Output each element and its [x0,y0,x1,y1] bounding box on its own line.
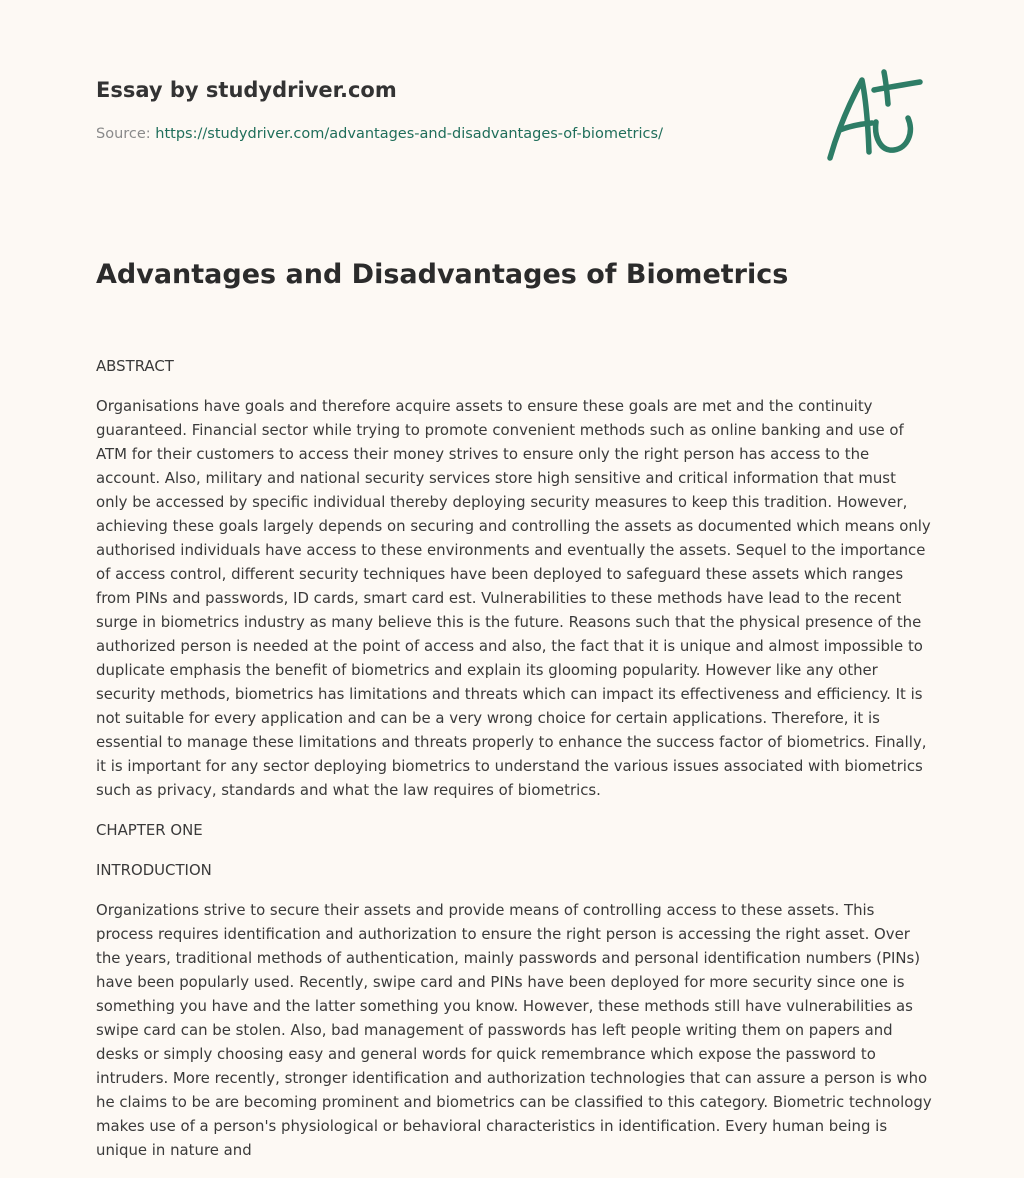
site-title: Essay by studydriver.com [96,78,397,102]
abstract-paragraph: Organisations have goals and therefore acquire assets to ensure these goals are met and the continuity guaranteed. Financial sector while trying to promote convenient methods such as online banking and use of ATM for their customers to access their money strives to ensure only the right person has access to the account. Also, military and national security services store high sensitive and critical information that must only be accessed by specific individual thereby deploying security measures to keep this tradition. However, achieving these goals largely depends on securing and controlling the assets as documented which means only authorised individuals have access to these environments and eventually the assets. Sequel to the importance of access control, different security techniques have been deployed to safeguard these assets which ranges from PINs and passwords, ID cards, smart card est. Vulnerabilities to these methods have lead to the recent surge in biometrics industry as many believe this is the future. Reasons such that the physical presence of the authorized person is needed at the point of access and also, the fact that it is unique and almost impossible to duplicate emphasis the benefit of biometrics and explain its glooming popularity. However like any other security methods, biometrics has limitations and threats which can impact its effectiveness and efficiency. It is not suitable for every application and can be a very wrong choice for certain applications. Therefore, it is essential to manage these limitations and threats properly to enhance the success factor of biometrics. Finally, it is important for any sector deploying biometrics to understand the various issues associated with biometrics such as privacy, standards and what the law requires of biometrics. [96,397,931,799]
essay-body [96,354,932,1178]
source-link[interactable]: https://studydriver.com/advantages-and-disadvantages-of-biometrics/ [155,126,663,142]
introduction-paragraph: Organizations strive to secure their assets and provide means of controlling access to these assets. This process requires identification and authorization to ensure the right person is accessing the right asset. Over the years, traditional methods of authentication, mainly passwords and personal identification numbers (PINs) have been popularly used. Recently, swipe card and PINs have been deployed for more security since one is something you have and the latter something you know. However, these methods still have vulnerabilities as swipe card can be stolen. Also, bad management of passwords has left people writing them on papers and desks or simply choosing easy and general words for quick remembrance which expose the password to intruders. More recently, stronger identification and authorization technologies that can assure a person is who he claims to be are becoming prominent and biometrics can be classified to this category. Biometric technology makes use of a person's physiological or behavioral characteristics in identification. Every human being is unique in nature and [96,901,932,1159]
a-plus-logo-icon [822,66,932,166]
chapter-heading: CHAPTER ONE [96,821,203,839]
source-label: Source: [96,126,151,142]
essay-header [96,76,796,144]
source-line [96,124,796,144]
abstract-heading: ABSTRACT [96,357,174,375]
introduction-heading: INTRODUCTION [96,861,212,879]
document-title: Advantages and Disadvantages of Biometrics [96,259,789,290]
